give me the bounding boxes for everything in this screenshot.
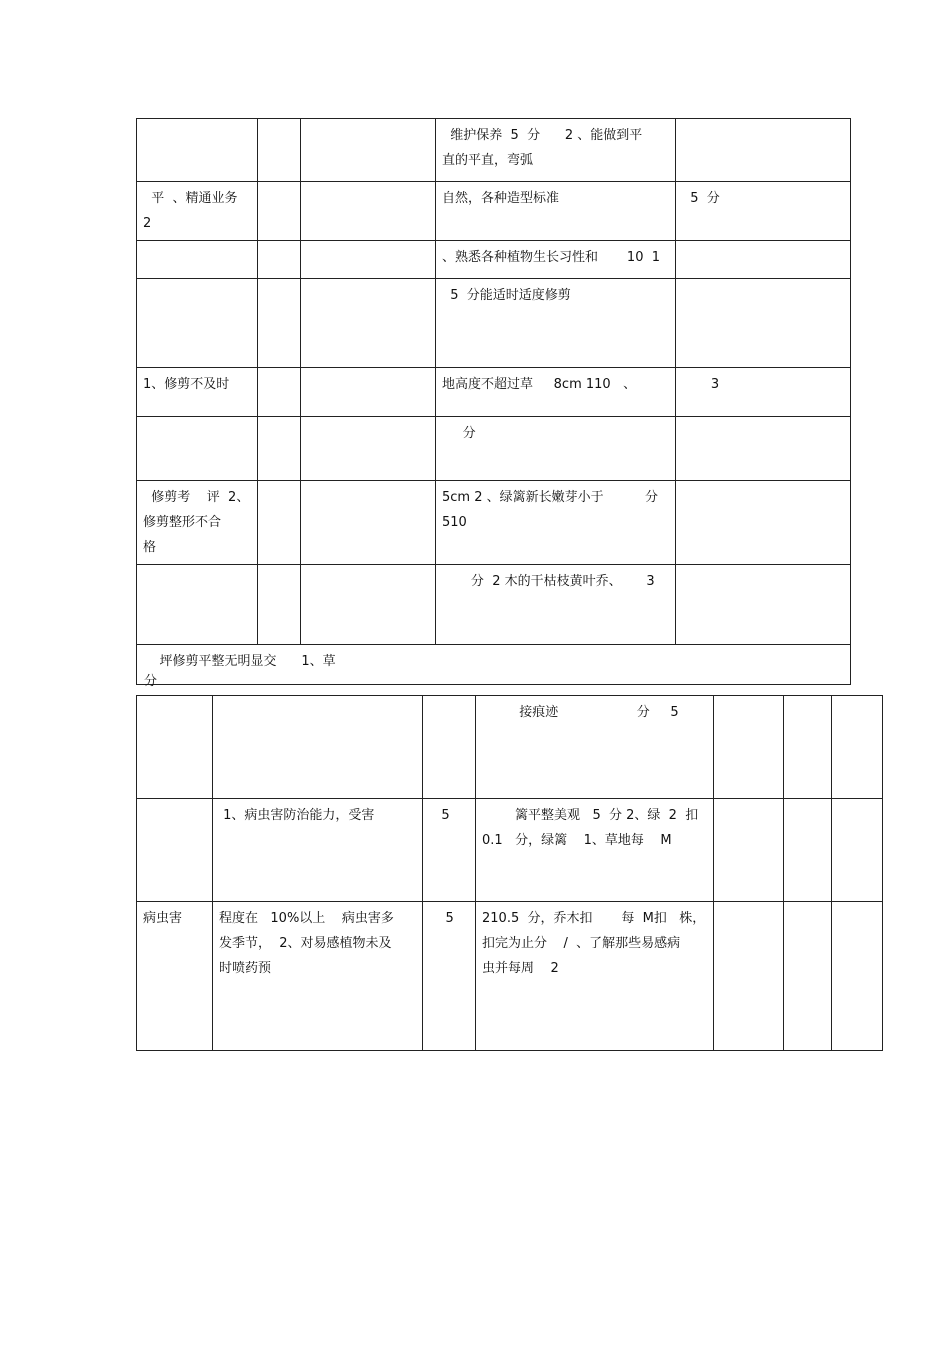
table-cell: 篱平整美观 5 分 2、绿 2 扣 0.1 分，绿篱 1、草地每 M (482, 808, 699, 848)
table-cell (137, 119, 257, 127)
table-cell (301, 241, 435, 249)
table-cell: 程度在 10%以上 病虫害多 发季节， 2、对易感植物未及 时喷药预 (219, 911, 394, 976)
table-cell (301, 279, 435, 287)
table-cell: 平 、精通业务 2 (143, 191, 238, 231)
table-cell (137, 696, 212, 704)
table-cell: 自然，各种造型标准 (442, 191, 560, 206)
table-cell (258, 279, 300, 287)
table-cell (301, 368, 435, 376)
table-cell (784, 902, 831, 910)
table-row (137, 799, 883, 902)
table-cell (784, 696, 831, 704)
table-cell (676, 241, 850, 249)
table-cell: 地高度不超过草 8cm 110 、 (442, 377, 637, 392)
table-cell (213, 696, 422, 704)
assessment-table-1 (136, 118, 851, 685)
table-cell (423, 696, 475, 704)
table-cell: 5cm 2 、绿篱新长嫩芽小于 分 510 (442, 490, 658, 530)
table-cell (258, 182, 300, 190)
table-cell (137, 799, 212, 807)
table-cell (832, 902, 882, 910)
table-cell (676, 481, 850, 489)
table-cell (137, 241, 257, 249)
table-cell (676, 417, 850, 425)
table-cell (784, 799, 831, 807)
table-cell (301, 481, 435, 489)
table-row (137, 696, 883, 799)
table-cell: 3 (682, 377, 720, 392)
table-cell (714, 902, 783, 910)
table-cell (301, 182, 435, 190)
table-cell (832, 799, 882, 807)
table-cell (137, 279, 257, 287)
table-cell: 修剪考 评 2、 修剪整形不合 格 (143, 490, 250, 555)
table-cell (301, 565, 435, 573)
table-cell (258, 565, 300, 573)
table-cell (676, 279, 850, 287)
table-cell: 维护保养 5 分 2 、能做到平 直的平直，弯弧 (442, 128, 643, 168)
table-cell (676, 119, 850, 127)
table-cell: 、熟悉各种植物生长习性和 10 1 (442, 250, 661, 265)
assessment-table-2 (136, 695, 883, 1051)
table-cell (258, 368, 300, 376)
table-cell (137, 565, 257, 573)
table-row (137, 279, 851, 368)
loose-text: 分 (144, 674, 158, 689)
table-cell: 210.5 分，乔木扣 每 M扣 株， 扣完为止分 / 、了解那些易感病 虫并每周 2 (482, 911, 706, 976)
table-cell (137, 417, 257, 425)
table-cell: 5 (429, 808, 450, 823)
table-cell (258, 119, 300, 127)
table-cell: 5 (429, 911, 454, 926)
table-cell: 5 分 (682, 191, 720, 206)
table-row (137, 241, 851, 279)
table-cell (301, 119, 435, 127)
table-row (137, 119, 851, 182)
table-cell: 接痕迹 分 5 (482, 705, 679, 720)
table-cell (832, 696, 882, 704)
table-cell: 分 2 木的干枯枝黄叶乔、 3 (442, 574, 655, 589)
table-cell (258, 417, 300, 425)
table-footer-cell: 坪修剪平整无明显交 1、草 (143, 654, 336, 669)
table-row (137, 182, 851, 241)
table-cell: 分 (442, 426, 476, 441)
table-cell: 5 分能适时适度修剪 (442, 288, 571, 303)
table-cell: 病虫害 (143, 911, 183, 926)
table-cell: 1、修剪不及时 (143, 377, 230, 392)
table-row (137, 902, 883, 1051)
table-cell (714, 799, 783, 807)
table-cell (258, 481, 300, 489)
table-row (137, 645, 851, 685)
table-row (137, 481, 851, 565)
table-row (137, 368, 851, 417)
table-row (137, 417, 851, 481)
table-cell (714, 696, 783, 704)
table-cell (676, 565, 850, 573)
table-cell: 1、病虫害防治能力，受害 (219, 808, 375, 823)
table-cell (301, 417, 435, 425)
table-cell (258, 241, 300, 249)
table-row (137, 565, 851, 645)
